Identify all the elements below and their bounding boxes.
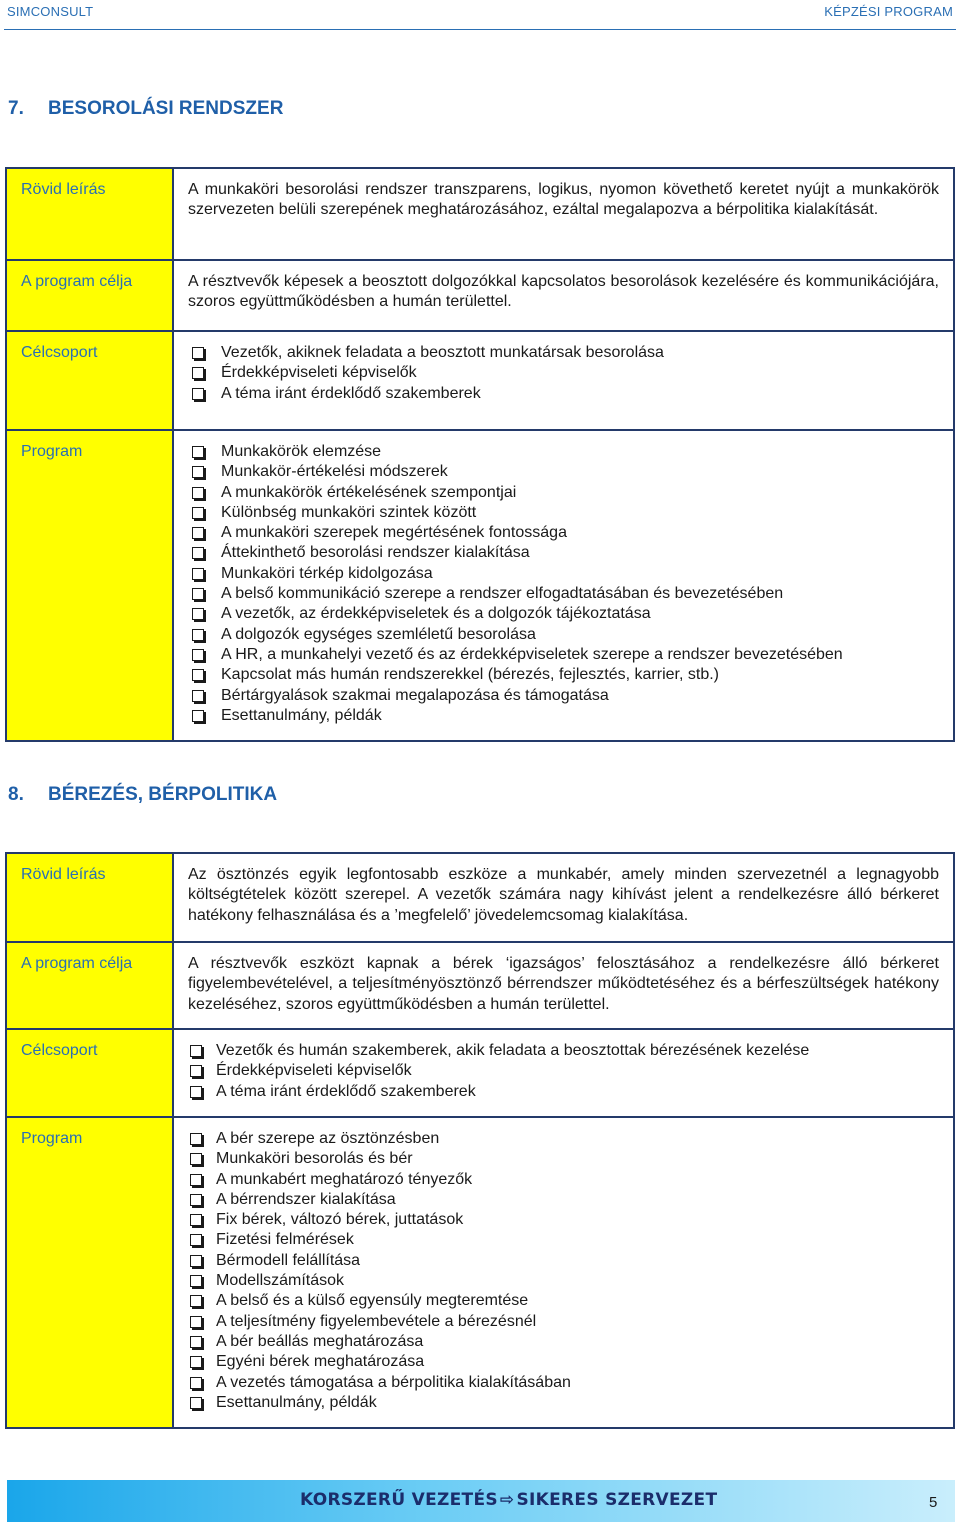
list-item (188, 503, 939, 523)
row-label: A program célja (5, 943, 174, 1030)
list-item (188, 1230, 939, 1250)
row-value (174, 1118, 955, 1429)
list-item-text: Modellszámítások (216, 1272, 345, 1290)
list-item (188, 706, 939, 726)
list-item (188, 604, 939, 624)
list-item-text: A HR, a munkahelyi vezető és az érdekképviseletek szerepe a rendszer bevezetésében (221, 645, 843, 663)
list-item (188, 384, 939, 404)
list-item (188, 1129, 939, 1149)
list-item-text: A vezetők, az érdekképviseletek és a dolgozók tájékoztatása (221, 605, 651, 623)
list-item (188, 1271, 939, 1291)
row-value (174, 261, 955, 332)
list-item (188, 442, 939, 462)
list-item (188, 1149, 939, 1169)
row-label: Rövid leírás (5, 167, 174, 261)
checkbox-bullet-icon (192, 367, 204, 379)
list-item (188, 1352, 939, 1372)
list-item-text: Fizetési felmérések (216, 1231, 354, 1249)
list-item-text: A munkakörök értékelésének szempontjai (221, 483, 517, 501)
row-label: Program (5, 1118, 174, 1429)
row-value (174, 852, 955, 943)
header-document: KÉPZÉSI PROGRAM (824, 4, 953, 19)
section-number: 7. (8, 98, 24, 119)
checkbox-bullet-icon (190, 1397, 202, 1409)
list-item (188, 1393, 939, 1413)
list-item-text: Esettanulmány, példák (221, 706, 382, 724)
list-item-text: Esettanulmány, példák (216, 1393, 377, 1411)
checkbox-bullet-icon (192, 629, 204, 641)
list-item (188, 1373, 939, 1393)
checkbox-bullet-icon (192, 527, 204, 539)
description-text: Az ösztönzés egyik legfontosabb eszköze a munkabér, amely minden szervezetnél a legnagyobb költségtételek között szerepel. A vezetők számára nagy kihívást jelent a rendelkezésre álló bérkeret hatékony felhasználása és a ’megfelelő’ jövedelemcsomag kialakítása. (188, 866, 939, 924)
list-item-text: A bér szerepe az ösztönzésben (216, 1130, 440, 1147)
header-company: SIMCONSULT (7, 4, 94, 19)
list-item (188, 1332, 939, 1352)
list-item-text: Érdekképviseleti képviselők (216, 1062, 412, 1080)
list-item (188, 1061, 939, 1081)
checkbox-bullet-icon (190, 1295, 202, 1307)
list-item-text: Vezetők, akiknek feladata a beosztott munkatársak besorolása (221, 344, 664, 361)
table-row (5, 943, 955, 1030)
row-label: Rövid leírás (5, 852, 174, 943)
list-item-text: A téma iránt érdeklődő szakemberek (221, 384, 481, 402)
list-item-text: Bérmodell felállítása (216, 1251, 361, 1269)
checkbox-bullet-icon (192, 568, 204, 580)
checkbox-bullet-icon (192, 690, 204, 702)
list-item-text: A bér beállás meghatározása (216, 1332, 424, 1350)
footer-slogan (300, 1490, 717, 1510)
checkbox-bullet-icon (192, 649, 204, 661)
list-item-text: Vezetők és humán szakemberek, akik feladata a beosztottak bérezésének kezelése (216, 1042, 810, 1059)
checkbox-bullet-icon (190, 1086, 202, 1098)
list-item (188, 363, 939, 383)
list-item-text: Munkakörök elemzése (221, 443, 382, 460)
section-heading: BÉREZÉS, BÉRPOLITIKA (48, 784, 278, 805)
list-item (188, 625, 939, 645)
list-item (188, 1041, 939, 1061)
checkbox-bullet-icon (192, 446, 204, 458)
arrow-right-icon: ⇨ (499, 1490, 515, 1510)
section-8-table (5, 852, 955, 1429)
checkbox-bullet-icon (190, 1255, 202, 1267)
section-heading: BESOROLÁSI RENDSZER (48, 98, 284, 119)
checkbox-bullet-icon (192, 466, 204, 478)
checkbox-bullet-icon (192, 507, 204, 519)
list-item-text: Bértárgyalások szakmai megalapozása és támogatása (221, 686, 609, 704)
table-row (5, 431, 955, 742)
checkbox-bullet-icon (190, 1377, 202, 1389)
list-item-text: A belső és a külső egyensúly megteremtése (216, 1292, 529, 1310)
list-item-text: A bérrendszer kialakítása (216, 1190, 396, 1208)
list-item-text: Egyéni bérek meghatározása (216, 1353, 425, 1371)
footer-slogan-right: SIKERES SZERVEZET (516, 1490, 718, 1510)
goal-text: A résztvevők eszközt kapnak a bérek ‘igazságos’ felosztásához a rendelkezésre álló bérkeret figyelembevételével, a teljesítményösztönző bérrendszer működtetéséhez és a bérfeszültségek hatékony kezeléséhez, szoros együttműködésben a humán területtel. (188, 955, 939, 1013)
checkbox-bullet-icon (190, 1065, 202, 1077)
checkbox-bullet-icon (190, 1194, 202, 1206)
checkbox-bullet-icon (192, 547, 204, 559)
row-label: Célcsoport (5, 332, 174, 431)
list-item-text: Különbség munkaköri szintek között (221, 503, 477, 521)
list-item (188, 1291, 939, 1311)
list-item (188, 1312, 939, 1332)
section-8-title (8, 784, 277, 806)
checkbox-bullet-icon (192, 669, 204, 681)
checkbox-bullet-icon (192, 487, 204, 499)
checkbox-bullet-icon (190, 1234, 202, 1246)
section-7-table (5, 167, 955, 742)
list-item-text: Érdekképviseleti képviselők (221, 364, 417, 382)
checkbox-bullet-icon (190, 1214, 202, 1226)
checkbox-bullet-icon (190, 1045, 202, 1057)
list-item (188, 523, 939, 543)
checkbox-bullet-icon (192, 588, 204, 600)
row-value (174, 332, 955, 431)
section-7-title (8, 98, 283, 120)
table-row (5, 332, 955, 431)
table-row (5, 1030, 955, 1118)
row-label: A program célja (5, 261, 174, 332)
list-item-text: A vezetés támogatása a bérpolitika kialakításában (216, 1373, 571, 1391)
checkbox-bullet-icon (192, 388, 204, 400)
list-item (188, 645, 939, 665)
checkbox-bullet-icon (190, 1153, 202, 1165)
list-item (188, 483, 939, 503)
list-item-text: A teljesítmény figyelembevétele a bérezésnél (216, 1312, 537, 1330)
list-item-text: A belső kommunikáció szerepe a rendszer elfogadtatásában és bevezetésében (221, 585, 784, 603)
checkbox-bullet-icon (192, 710, 204, 722)
list-item (188, 543, 939, 563)
page-header (0, 0, 960, 32)
list-item-text: A dolgozók egységes szemléletű besorolása (221, 625, 536, 643)
row-value (174, 431, 955, 742)
list-item-text: A munkabért meghatározó tényezők (216, 1170, 473, 1188)
list-item-text: A téma iránt érdeklődő szakemberek (216, 1082, 476, 1100)
checkbox-bullet-icon (190, 1336, 202, 1348)
list-item-text: Munkakör-értékelési módszerek (221, 463, 448, 481)
checkbox-bullet-icon (190, 1133, 202, 1145)
table-row (5, 1118, 955, 1429)
header-divider (4, 29, 956, 30)
table-row (5, 261, 955, 332)
list-item (188, 462, 939, 482)
list-item (188, 1082, 939, 1102)
list-item (188, 584, 939, 604)
page-number: 5 (929, 1494, 938, 1511)
list-item-text: A munkaköri szerepek megértésének fontossága (221, 524, 567, 542)
row-value (174, 167, 955, 261)
checkbox-bullet-icon (192, 347, 204, 359)
section-number: 8. (8, 784, 24, 805)
row-value (174, 1030, 955, 1118)
checkbox-bullet-icon (190, 1356, 202, 1368)
table-row (5, 167, 955, 261)
list-item (188, 564, 939, 584)
row-label: Célcsoport (5, 1030, 174, 1118)
list-item (188, 1251, 939, 1271)
list-item (188, 1170, 939, 1190)
checkbox-bullet-icon (192, 608, 204, 620)
list-item (188, 1190, 939, 1210)
list-item-text: Munkaköri térkép kidolgozása (221, 564, 433, 582)
list-item-text: Fix bérek, változó bérek, juttatások (216, 1211, 464, 1229)
footer-slogan-left: KORSZERŰ VEZETÉS (300, 1490, 498, 1510)
row-value (174, 943, 955, 1030)
list-item-text: Kapcsolat más humán rendszerekkel (bérezés, fejlesztés, karrier, stb.) (221, 666, 719, 684)
goal-text: A résztvevők képesek a beosztott dolgozókkal kapcsolatos besorolások kezelésére és kommunikációjára, szoros együttműködésben a humán területtel. (188, 273, 939, 311)
list-item (188, 1210, 939, 1230)
checkbox-bullet-icon (190, 1174, 202, 1186)
list-item (188, 343, 939, 363)
list-item (188, 665, 939, 685)
list-item-text: Munkaköri besorolás és bér (216, 1150, 413, 1168)
list-item (188, 686, 939, 706)
checkbox-bullet-icon (190, 1275, 202, 1287)
row-label: Program (5, 431, 174, 742)
description-text: A munkaköri besorolási rendszer transzparens, logikus, nyomon követhető keretet nyújt a munkakörök szervezeten belüli szerepének meghatározásához, ezáltal megalapozva a bérpolitika kialakítását. (188, 181, 939, 219)
list-item-text: Áttekinthető besorolási rendszer kialakítása (221, 544, 530, 562)
checkbox-bullet-icon (190, 1316, 202, 1328)
table-row (5, 852, 955, 943)
